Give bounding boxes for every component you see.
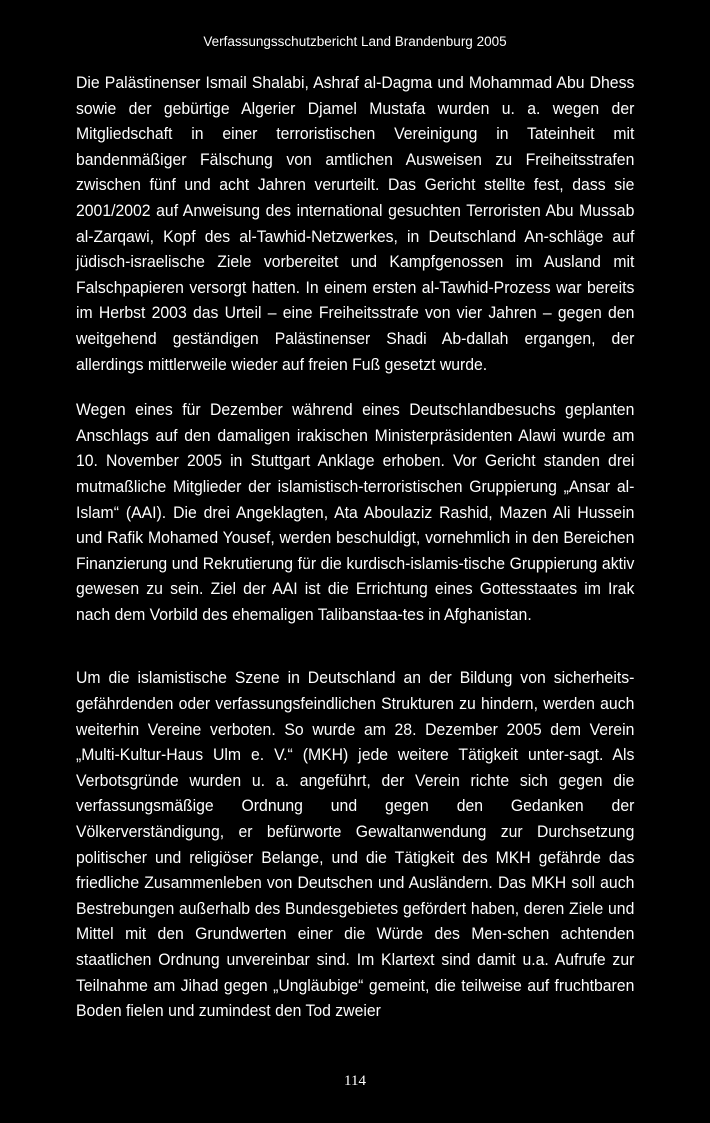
paragraph-ansar-al-islam-indictment: Wegen eines für Dezember während eines Deutschlandbesuchs geplanten Anschlags auf den damaligen irakischen Ministerpräsidenten Alawi wurde am 10. November 2005 in Stuttgart Anklage erhoben. Vor Gericht standen drei mutmaßliche Mitglieder der islamistisch-terroristischen Gruppierung „Ansar al-Islam“ (AAI). Die drei Angeklagten, Ata Aboulaziz Rashid, Mazen Ali Hussein und Rafik Mohamed Yousef, werden beschuldigt, vornehmlich in den Bereichen Finanzierung und Rekrutierung für die kurdisch-islamis-tische Gruppierung aktiv gewesen zu sein. Ziel der AAI ist die Errichtung eines Gottesstaates im Irak nach dem Vorbild des ehemaligen Talibanstaa-tes in Afghanistan. — [76, 400, 635, 624]
paragraph-association-ban: Um die islamistische Szene in Deutschland an der Bildung von sicherheits-gefährdenden oder verfassungsfeindlichen Strukturen zu hindern, werden auch weiterhin Vereine verboten. So wurde am 28. Dezember 2005 dem Verein „Multi-Kultur-Haus Ulm e. V.“ (MKH) jede weitere Tätigkeit unter-sagt. Als Verbotsgründe wurden u. a. angeführt, der Verein richte sich gegen die verfassungsmäßige Ordnung und gegen den Gedanken der Völkerverständigung, er befürworte Gewaltanwendung zur Durchsetzung politischer und religiöser Belange, und die Tätigkeit des MKH gefährde das friedliche Zusammenleben von Deutschen und Ausländern. Das MKH soll auch Bestrebungen außerhalb des Bundesgebietes gefördert haben, deren Ziele und Mittel mit den Grundwerten einer die Würde des Men-schen achtenden staatlichen Ordnung unvereinbar sind. Im Klartext sind damit u.a. Aufrufe zur Teilnahme am Jihad gegen „Ungläubige“ gemeint, die teilweise auf fruchtbaren Boden fielen und zumindest den Tod zweier — [76, 668, 635, 1021]
paragraph-al-tawhid-trial: Die Palästinenser Ismail Shalabi, Ashraf al-Dagma und Mohammad Abu Dhess sowie der gebürtige Algerier Djamel Mustafa wurden u. a. wegen der Mitgliedschaft in einer terroristischen Vereinigung in Tateinheit mit bandenmäßiger Fälschung von amtlichen Ausweisen zu Freiheitsstrafen zwischen fünf und acht Jahren verurteilt. Das Gericht stellte fest, dass sie 2001/2002 auf Anweisung des international gesuchten Terroristen Abu Mussab al-Zarqawi, Kopf des al-Tawhid-Netzwerkes, in Deutschland An-schläge auf jüdisch-israelische Ziele vorbereitet und Kampfgenossen im Ausland mit Falschpapieren versorgt hatten. In einem ersten al-Tawhid-Prozess war bereits im Herbst 2003 das Urteil – eine Freiheitsstrafe von vier Jahren – gegen den weitgehend geständigen Palästinenser Shadi Ab-dallah ergangen, der allerdings mittlerweile wieder auf freien Fuß gesetzt wurde. — [76, 73, 635, 374]
page-number: 114 — [344, 1073, 366, 1089]
running-header: Verfassungsschutzbericht Land Brandenburg 2005 — [203, 34, 507, 49]
body-text — [76, 70, 634, 1024]
